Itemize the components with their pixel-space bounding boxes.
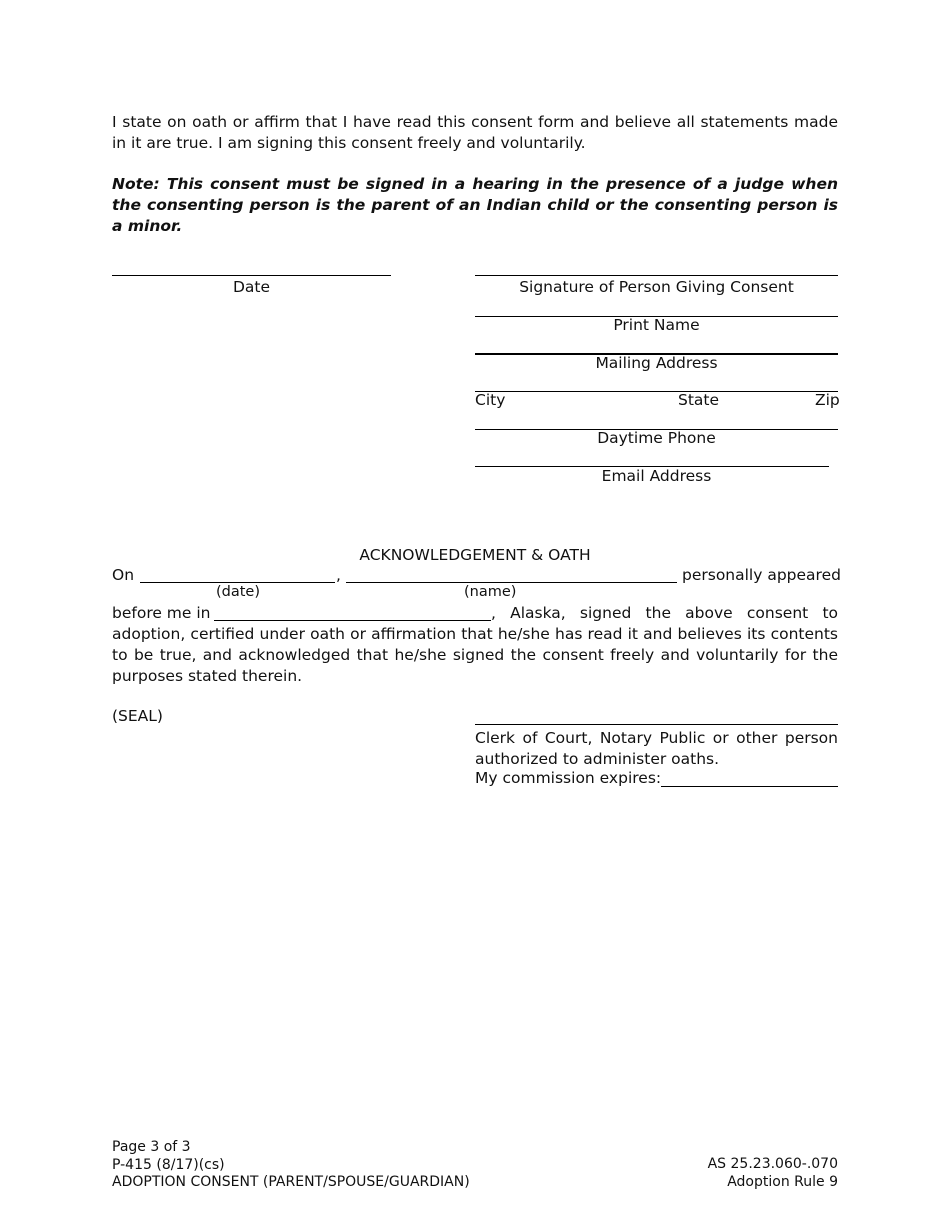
rule-reference: Adoption Rule 9 bbox=[727, 1173, 838, 1190]
statute-reference: AS 25.23.060-.070 bbox=[707, 1156, 838, 1172]
name-blank[interactable] bbox=[346, 582, 677, 583]
comma: , bbox=[336, 566, 341, 584]
page-number: Page 3 of 3 bbox=[112, 1139, 191, 1155]
note-paragraph: Note: This consent must be signed in a hearing in the presence of a judge when the consenting person is the parent of an Indian child or the consenting person is a minor. bbox=[112, 175, 838, 235]
clerk-signature-line[interactable] bbox=[475, 724, 838, 725]
signature-label: Signature of Person Giving Consent bbox=[519, 278, 794, 296]
alaska-text: , Alaska, signed the above consent to bbox=[491, 604, 838, 622]
location-blank[interactable] bbox=[214, 620, 491, 621]
commission-blank[interactable] bbox=[661, 786, 838, 787]
email-label: Email Address bbox=[601, 467, 712, 485]
commission-label: My commission expires: bbox=[475, 769, 662, 787]
acknowledgement-heading: ACKNOWLEDGEMENT & OATH bbox=[359, 546, 591, 564]
city-label: City bbox=[475, 391, 506, 409]
form-title: ADOPTION CONSENT (PARENT/SPOUSE/GUARDIAN) bbox=[112, 1174, 470, 1190]
zip-label: Zip bbox=[815, 391, 840, 409]
personally-appeared-text: personally appeared bbox=[682, 566, 841, 584]
date-hint: (date) bbox=[216, 584, 261, 600]
acknowledgement-body: adoption, certified under oath or affirmation that he/she has read it and believes its contents to be true, and acknowledged that he/she signed the consent freely and voluntarily for the purposes stated therein. bbox=[112, 625, 838, 685]
daytime-phone-label: Daytime Phone bbox=[597, 429, 716, 447]
print-name-label: Print Name bbox=[613, 316, 700, 334]
footer-left bbox=[112, 1139, 470, 1192]
state-label: State bbox=[678, 391, 720, 409]
seal-label: (SEAL) bbox=[112, 707, 163, 725]
clerk-label: Clerk of Court, Notary Public or other person authorized to administer oaths. bbox=[475, 729, 838, 768]
mailing-address-label: Mailing Address bbox=[595, 354, 718, 372]
before-me-in-text: before me in bbox=[112, 604, 211, 622]
date-line[interactable] bbox=[112, 275, 391, 276]
oath-statement: I state on oath or affirm that I have read this consent form and believe all statements made in it are true. I am signing this consent freely and voluntarily. bbox=[112, 113, 838, 152]
date-label: Date bbox=[232, 278, 271, 296]
city-state-zip-line[interactable] bbox=[475, 391, 838, 392]
footer-right bbox=[708, 1156, 838, 1191]
on-label: On bbox=[112, 566, 135, 584]
form-number: P-415 (8/17)(cs) bbox=[112, 1156, 225, 1173]
name-hint: (name) bbox=[464, 584, 517, 600]
date-blank[interactable] bbox=[140, 582, 335, 583]
signature-line[interactable] bbox=[475, 275, 838, 276]
